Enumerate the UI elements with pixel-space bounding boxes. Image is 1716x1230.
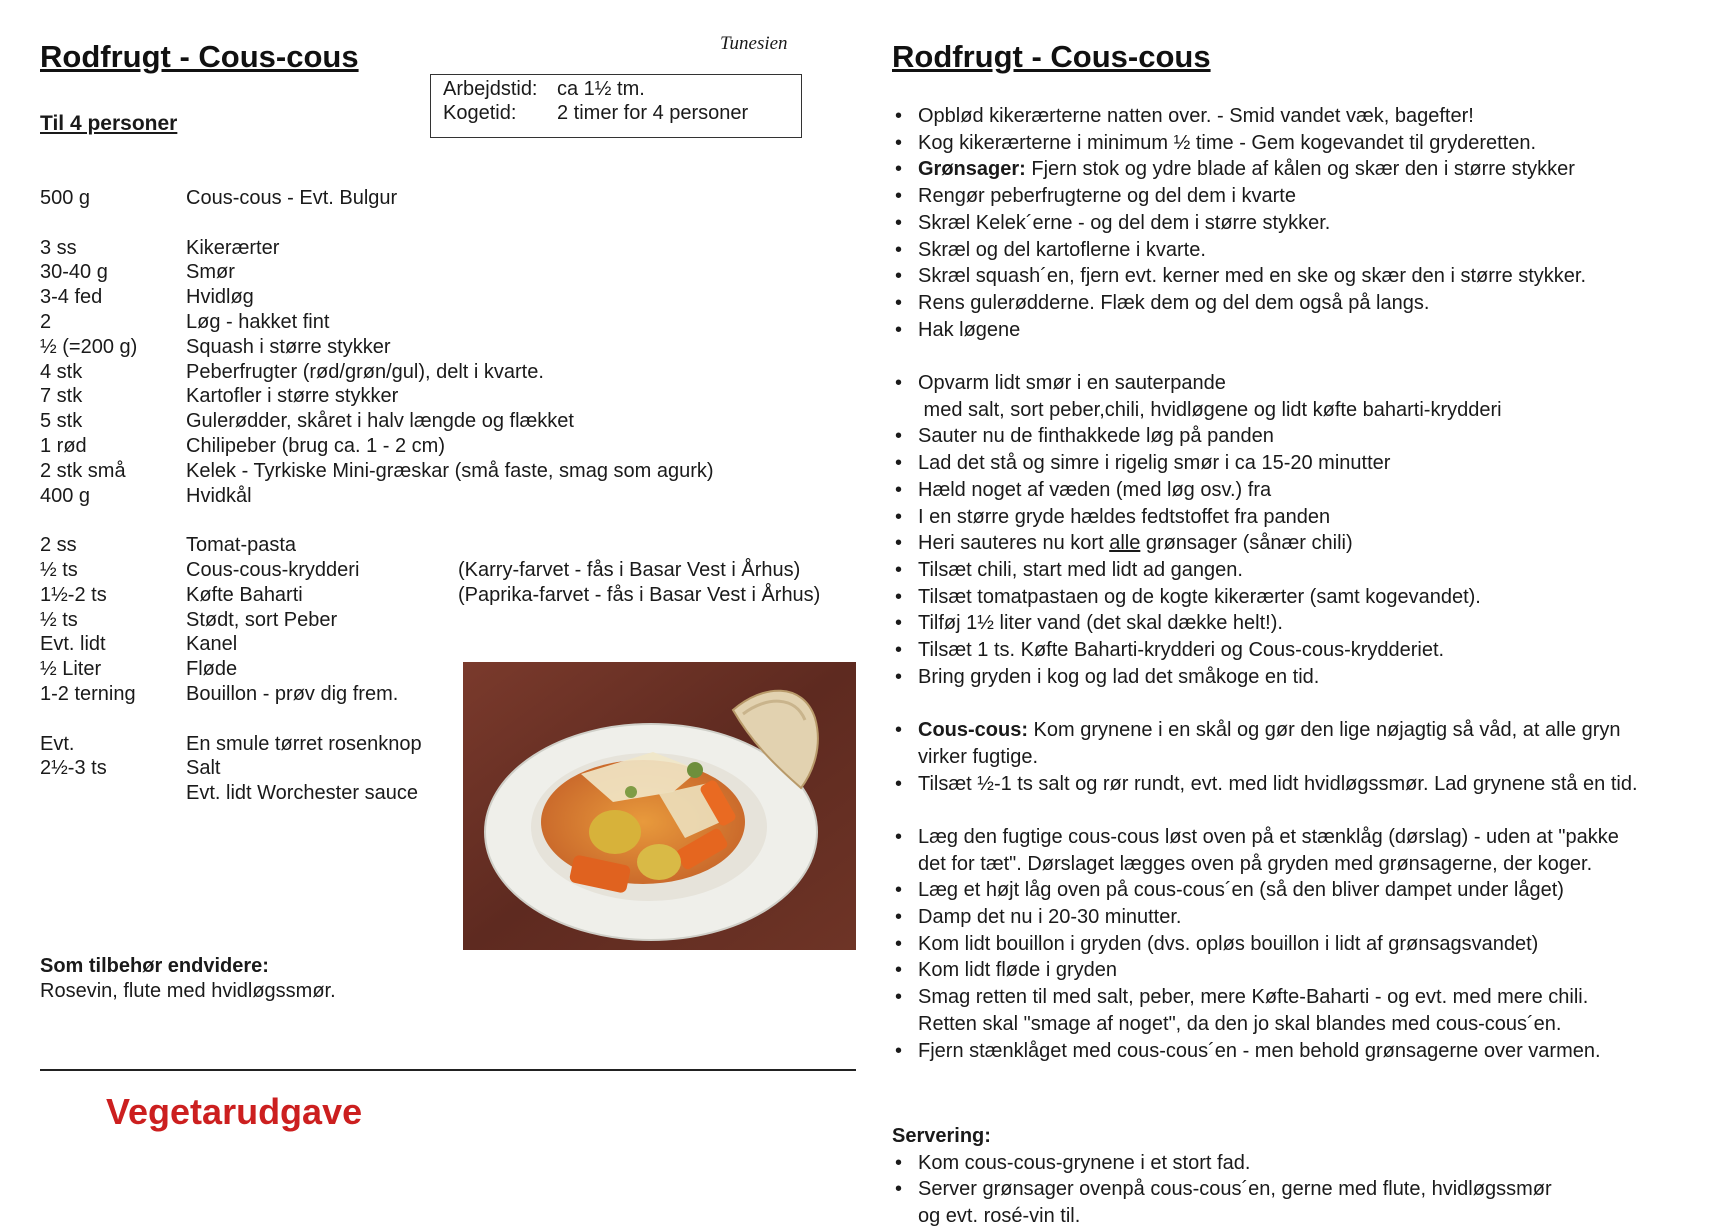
ingredient-quantity: 500 g	[40, 187, 91, 209]
ingredient-row	[40, 633, 860, 658]
ingredient-row	[40, 237, 860, 262]
step-item: • Tilsæt tomatpastaen og de kogte kikerærter (samt kogevandet).	[892, 584, 1702, 611]
divider	[40, 1069, 856, 1071]
ingredient-quantity: 3 ss	[40, 236, 77, 259]
ingredient-row	[40, 485, 860, 510]
ingredient-name: Salt	[186, 757, 221, 780]
step-continuation: med salt, sort peber,chili, hvidløgene og lidt køfte baharti-krydderi	[918, 398, 1502, 421]
ingredient-name: Peberfrugter (rød/grøn/gul), delt i kvarte.	[186, 360, 544, 383]
ingredient-quantity: Evt. lidt	[40, 633, 106, 656]
ingredient-name: Hvidkål	[186, 484, 252, 507]
servings-label: Til 4 personer	[40, 112, 178, 135]
step-continuation: Retten skal "smage af noget", da den jo skal blandes med cous-cous´en.	[918, 1012, 1562, 1035]
ingredient-quantity: 7 stk	[40, 385, 83, 408]
step-item: • Opblød kikerærterne natten over. - Smid vandet væk, bagefter!	[892, 103, 1702, 130]
ingredient-row	[40, 435, 860, 460]
work-time-value: ca 1½ tm.	[557, 78, 645, 100]
step-item: • Fjern stænklåget med cous-cous´en - men behold grønsagerne over varmen.	[892, 1038, 1702, 1065]
ingredient-name: Gulerødder, skåret i halv længde og flækket	[186, 410, 574, 433]
step-item: • I en større gryde hældes fedtstoffet fra panden	[892, 504, 1702, 531]
step-item: • Skræl squash´en, fjern evt. kerner med en ske og skær den i større stykker.	[892, 263, 1702, 290]
time-box	[430, 74, 802, 138]
work-time-row	[443, 77, 801, 101]
step-item: • Rens gulerødderne. Flæk dem og del dem også på langs.	[892, 290, 1702, 317]
ingredient-quantity: 1 rød	[40, 434, 87, 457]
step-item: • Damp det nu i 20-30 minutter.	[892, 904, 1702, 931]
step-item: • Tilføj 1½ liter vand (det skal dække helt!).	[892, 610, 1702, 637]
step-item: • Kom lidt fløde i gryden	[892, 957, 1702, 984]
serving-item: • Server grønsager ovenpå cous-cous´en, gerne med flute, hvidløgssmør	[892, 1176, 1702, 1203]
ingredient-name: Cous-cous - Evt. Bulgur	[186, 187, 398, 209]
ingredient-name: Kanel	[186, 633, 238, 656]
accompaniments-heading: Som tilbehør endvidere:	[40, 955, 269, 977]
step-item: • Hæld noget af væden (med løg osv.) fra	[892, 477, 1702, 504]
ingredient-row	[40, 410, 860, 435]
step-item: • Skræl Kelek´erne - og del dem i større stykker.	[892, 210, 1702, 237]
vegetarian-heading: Vegetarudgave	[106, 1091, 363, 1132]
recipe-title-right: Rodfrugt - Cous-cous	[892, 39, 1211, 74]
step-continuation: virker fugtige.	[918, 745, 1039, 768]
step-item	[892, 530, 1702, 557]
step-item: • Kog kikerærterne i minimum ½ time - Gem kogevandet til gryderetten.	[892, 130, 1702, 157]
recipe-title-left: Rodfrugt - Cous-cous	[40, 39, 359, 74]
ingredient-name: Hvidløg	[186, 286, 254, 309]
step-item: • Kom lidt bouillon i gryden (dvs. opløs bouillon i lidt af grønsagsvandet)	[892, 931, 1702, 958]
step-item: • Lad det stå og simre i rigelig smør i ca 15-20 minutter	[892, 450, 1702, 477]
ingredient-quantity: ½ (=200 g)	[40, 335, 138, 358]
ingredient-note: (Paprika-farvet - fås i Basar Vest i Århus)	[458, 583, 821, 606]
dish-photo	[463, 662, 856, 950]
ingredient-name: Stødt, sort Peber	[186, 608, 338, 631]
ingredient-name: Køfte Baharti	[186, 583, 303, 606]
step-item: • Rengør peberfrugterne og del dem i kvarte	[892, 183, 1702, 210]
ingredient-quantity: 5 stk	[40, 410, 83, 433]
ingredient-quantity: ½ ts	[40, 608, 78, 631]
step-item: • Sauter nu de finthakkede løg på panden	[892, 423, 1702, 450]
ingredient-row	[40, 559, 860, 584]
ingredient-row	[40, 361, 860, 386]
step-item: • Tilsæt chili, start med lidt ad gangen.	[892, 557, 1702, 584]
step-item: • Skræl og del kartoflerne i kvarte.	[892, 237, 1702, 264]
step-text: Fjern stok og ydre blade af kålen og skær den i større stykker	[1031, 158, 1575, 181]
ingredient-quantity: ½ Liter	[40, 658, 102, 681]
ingredient-row	[40, 311, 860, 336]
step-continuation: og evt. rosé-vin til.	[918, 1205, 1081, 1228]
step-item: • Hak løgene	[892, 317, 1702, 344]
step-text: Heri sauteres nu kort	[918, 532, 1110, 555]
ingredient-quantity: Evt.	[40, 732, 75, 755]
ingredient-row	[40, 261, 860, 286]
ingredient-row	[40, 534, 860, 559]
ingredient-quantity: 4 stk	[40, 360, 83, 383]
method-steps	[892, 103, 1702, 1230]
couscous-label: Cous-cous:	[918, 719, 1028, 742]
step-item: • Tilsæt 1 ts. Køfte Baharti-krydderi og Cous-cous-krydderiet.	[892, 637, 1702, 664]
serving-heading: Servering:	[892, 1124, 991, 1147]
step-item: • Smag retten til med salt, peber, mere Køfte-Baharti - og evt. med mere chili.	[892, 984, 1702, 1011]
ingredient-name: Kikerærter	[186, 236, 280, 259]
ingredient-name: Kartofler i større stykker	[186, 385, 399, 408]
ingredient-quantity: 1-2 terning	[40, 682, 136, 705]
step-text: Kom grynene i en skål og gør den lige nøjagtig så våd, at alle gryn	[1028, 719, 1621, 742]
step-item: • Opvarm lidt smør i en sauterpande	[892, 370, 1702, 397]
ingredient-row	[40, 460, 860, 485]
step-continuation: det for tæt". Dørslaget lægges oven på gryden med grønsagerne, der koger.	[918, 852, 1593, 875]
vegetables-label: Grønsager:	[918, 158, 1026, 181]
ingredient-name: Evt. lidt Worchester sauce	[186, 782, 418, 805]
ingredient-note: (Karry-farvet - fås i Basar Vest i Århus)	[458, 558, 801, 581]
work-time-label: Arbejdstid:	[443, 78, 538, 100]
ingredient-quantity: 400 g	[40, 484, 91, 507]
ingredient-row	[40, 584, 860, 609]
ingredient-name: Løg - hakket fint	[186, 310, 330, 333]
ingredient-quantity: 2 stk små	[40, 459, 126, 482]
ingredient-quantity: 30-40 g	[40, 261, 108, 284]
ingredient-name: Squash i større stykker	[186, 335, 391, 358]
ingredient-quantity: 2	[40, 310, 52, 333]
ingredient-quantity: 3-4 fed	[40, 286, 103, 309]
step-item: • Læg den fugtige cous-cous løst oven på et stænklåg (dørslag) - uden at "pakke	[892, 824, 1702, 851]
ingredient-name: Fløde	[186, 658, 238, 681]
origin-label: Tunesien	[720, 33, 788, 54]
emphasis-all: alle	[1109, 532, 1141, 555]
step-item	[892, 717, 1702, 744]
ingredient-quantity: 2 ss	[40, 534, 77, 557]
step-text: grønsager (sånær chili)	[1140, 532, 1353, 555]
serving-item: • Kom cous-cous-grynene i et stort fad.	[892, 1150, 1702, 1177]
accompaniments-text: Rosevin, flute med hvidløgssmør.	[40, 980, 336, 1002]
ingredient-name: Tomat-pasta	[186, 534, 297, 557]
ingredient-name: Smør	[186, 261, 235, 284]
ingredient-row	[40, 187, 860, 212]
cook-time-label: Kogetid:	[443, 102, 517, 124]
ingredient-row	[40, 286, 860, 311]
ingredient-name: Chilipeber (brug ca. 1 - 2 cm)	[186, 434, 445, 457]
step-item: • Bring gryden i kog og lad det småkoge en tid.	[892, 664, 1702, 691]
ingredient-name: Bouillon - prøv dig frem.	[186, 682, 399, 705]
ingredient-name: Cous-cous-krydderi	[186, 558, 360, 581]
ingredient-quantity: ½ ts	[40, 558, 78, 581]
ingredient-quantity: 2½-3 ts	[40, 757, 107, 780]
step-item	[892, 156, 1702, 183]
cook-time-row	[443, 101, 801, 125]
ingredient-quantity: 1½-2 ts	[40, 583, 107, 606]
ingredient-row	[40, 336, 860, 361]
step-item: • Læg et højt låg oven på cous-cous´en (så den bliver dampet under låget)	[892, 877, 1702, 904]
ingredient-name: En smule tørret rosenknop	[186, 732, 422, 755]
ingredient-row	[40, 385, 860, 410]
ingredient-name: Kelek - Tyrkiske Mini-græskar (små faste, smag som agurk)	[186, 459, 714, 482]
ingredient-row	[40, 609, 860, 634]
cook-time-value: 2 timer for 4 personer	[557, 102, 749, 124]
step-item: • Tilsæt ½-1 ts salt og rør rundt, evt. med lidt hvidløgssmør. Lad grynene stå en tid.	[892, 771, 1702, 798]
